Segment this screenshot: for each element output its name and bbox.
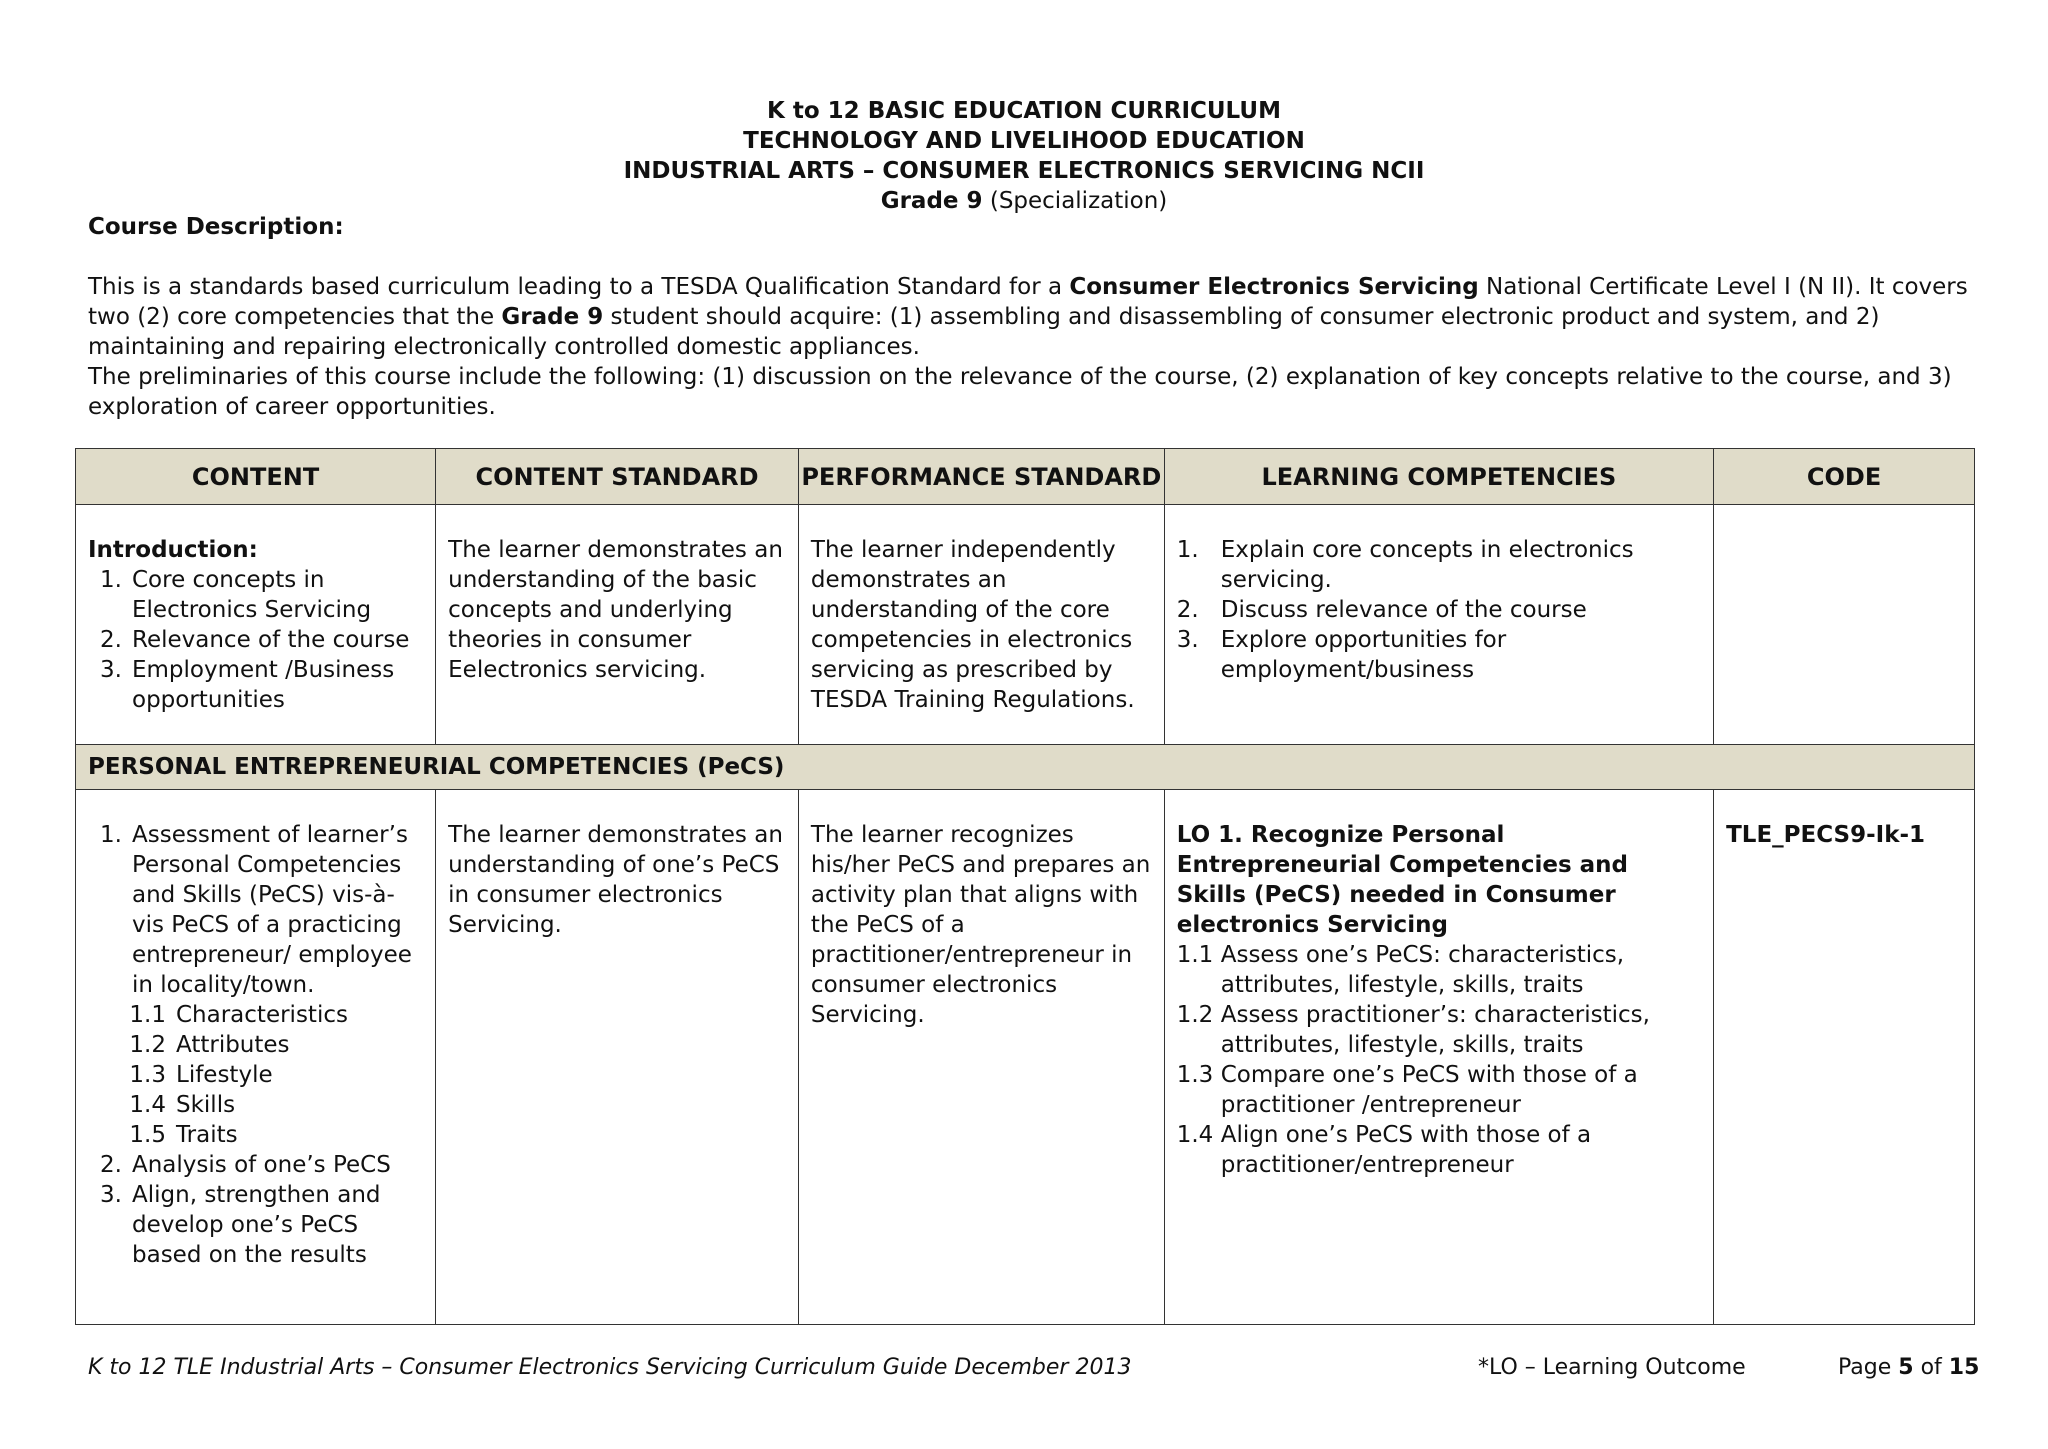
list-item: [88, 820, 423, 1000]
list-text: Explore opportunities for employment/business: [1220, 627, 1507, 683]
desc-text-c: National Certificate Level I (N II). It covers two (2) core competencies that the: [88, 274, 1968, 330]
list-item: [88, 655, 423, 715]
document-title-block: [0, 96, 2048, 216]
list-text: Characteristics: [176, 1002, 348, 1028]
page-word: Page: [1838, 1355, 1899, 1380]
content-cell: [76, 505, 436, 745]
section-label: PERSONAL ENTREPRENEURIAL COMPETENCIES (PeCS): [76, 745, 1975, 790]
list-number: 3.: [100, 1182, 122, 1208]
list-item: [1177, 595, 1701, 625]
list-number: 1.2: [129, 1032, 166, 1058]
content-cell: [76, 790, 436, 1325]
grade-label: Grade 9: [880, 188, 983, 214]
title-line-1: K to 12 BASIC EDUCATION CURRICULUM: [767, 98, 1281, 124]
performance-standard-cell: The learner recognizes his/her PeCS and prepares an activity plan that aligns with the PeCS of a practitioner/entrepreneur in consumer electronics Servicing.: [798, 790, 1164, 1325]
learning-competencies-cell: [1164, 790, 1713, 1325]
list-text: Align, strengthen and develop one’s PeCS based on the results: [132, 1182, 381, 1268]
desc-text-e: student should acquire: (1) assembling and disassembling of consumer electronic product and system, and 2) maintaining and repairing electronically controlled domestic appliances.: [88, 304, 1880, 360]
list-item: [88, 1030, 423, 1060]
list-text: Align one’s PeCS with those of a practitioner/entrepreneur: [1220, 1122, 1592, 1178]
list-number: 1.: [1176, 537, 1199, 563]
header-code: CODE: [1714, 449, 1975, 505]
header-learning-competencies: LEARNING COMPETENCIES: [1164, 449, 1713, 505]
course-description-text: [88, 272, 1968, 422]
list-text: Discuss relevance of the course: [1220, 597, 1587, 623]
list-text: Employment /Business opportunities: [132, 657, 395, 713]
list-item: [1177, 625, 1701, 685]
list-item: [88, 625, 423, 655]
list-number: 1.4: [1176, 1122, 1214, 1148]
list-text: Assessment of learner’s Personal Competencies and Skills (PeCS) vis-à-vis PeCS of a practicing entrepreneur/ employee in locality/town.: [132, 822, 412, 998]
list-number: 2.: [1176, 597, 1199, 623]
list-item: [88, 1150, 423, 1180]
list-text: Assess practitioner’s: characteristics, attributes, lifestyle, skills, traits: [1220, 1002, 1650, 1058]
list-number: 2.: [100, 1152, 122, 1178]
list-item: [1177, 940, 1701, 1000]
table-row: [76, 790, 1975, 1325]
learning-outcome-title: LO 1. Recognize Personal Entrepreneurial Competencies and Skills (PeCS) needed in Consumer electronics Servicing: [1176, 822, 1628, 938]
list-number: 2.: [100, 627, 122, 653]
title-line-2: TECHNOLOGY AND LIVELIHOOD EDUCATION: [743, 128, 1305, 154]
list-text: Lifestyle: [176, 1062, 273, 1088]
list-item: [88, 1000, 423, 1030]
list-number: 1.1: [129, 1002, 166, 1028]
list-number: 3.: [100, 657, 122, 683]
of-word: of: [1913, 1355, 1949, 1380]
list-number: 3.: [1176, 627, 1199, 653]
section-row: [76, 745, 1975, 790]
footer-document-title: K to 12 TLE Industrial Arts – Consumer Electronics Servicing Curriculum Guide December 2013: [88, 1355, 1132, 1380]
desc-text-d: Grade 9: [501, 304, 604, 330]
code-cell: TLE_PECS9-Ik-1: [1714, 790, 1975, 1325]
list-item: [88, 1120, 423, 1150]
course-description-paragraph-2: The preliminaries of this course include the following: (1) discussion on the relevance of the course, (2) explanation of key concepts relative to the course, and 3) exploration of career opportunities.: [88, 364, 1952, 420]
list-number: 1.3: [129, 1062, 166, 1088]
list-item: [1177, 1000, 1701, 1060]
introduction-title: Introduction:: [88, 537, 258, 563]
title-line-3: INDUSTRIAL ARTS – CONSUMER ELECTRONICS SERVICING NCII: [623, 158, 1425, 184]
list-item: [1177, 1120, 1701, 1180]
list-text: Explain core concepts in electronics servicing.: [1220, 537, 1634, 593]
header-performance-standard: PERFORMANCE STANDARD: [798, 449, 1164, 505]
list-number: 1.3: [1176, 1062, 1214, 1088]
course-description-heading: Course Description:: [88, 214, 344, 240]
content-standard-cell: The learner demonstrates an understanding of the basic concepts and underlying theories in consumer Eelectronics servicing.: [436, 505, 799, 745]
list-text: Relevance of the course: [132, 627, 410, 653]
learning-competencies-cell: [1164, 505, 1713, 745]
desc-text-a: This is a standards based curriculum leading to a TESDA Qualification Standard for a: [88, 274, 1070, 300]
list-item: [88, 1180, 423, 1270]
list-number: 1.5: [129, 1122, 166, 1148]
list-number: 1.2: [1176, 1002, 1214, 1028]
header-content: CONTENT: [76, 449, 436, 505]
list-text: Assess one’s PeCS: characteristics, attributes, lifestyle, skills, traits: [1220, 942, 1625, 998]
title-line-4: [0, 186, 2048, 216]
table-row: [76, 505, 1975, 745]
specialization-label: (Specialization): [982, 188, 1168, 214]
list-number: 1.: [100, 822, 122, 848]
list-item: [1177, 535, 1701, 595]
list-number: 1.4: [129, 1092, 166, 1118]
list-text: Core concepts in Electronics Servicing: [132, 567, 372, 623]
list-item: [88, 1060, 423, 1090]
page-total: 15: [1948, 1355, 1980, 1380]
header-content-standard: CONTENT STANDARD: [436, 449, 799, 505]
content-standard-cell: The learner demonstrates an understanding of one’s PeCS in consumer electronics Servicing.: [436, 790, 799, 1325]
footer-lo-note: *LO – Learning Outcome: [1478, 1355, 1746, 1380]
course-description-paragraph-1: [88, 272, 1968, 362]
list-text: Traits: [176, 1122, 238, 1148]
performance-standard-cell: The learner independently demonstrates an understanding of the core competencies in electronics servicing as prescribed by TESDA Training Regulations.: [798, 505, 1164, 745]
footer-page-number: [1838, 1355, 1979, 1380]
list-number: 1.1: [1176, 942, 1214, 968]
list-number: 1.: [100, 567, 122, 593]
list-text: Compare one’s PeCS with those of a practitioner /entrepreneur: [1220, 1062, 1638, 1118]
page-current: 5: [1898, 1355, 1914, 1380]
curriculum-table: [75, 448, 1975, 1325]
list-item: [1177, 1060, 1701, 1120]
desc-text-b: Consumer Electronics Servicing: [1069, 274, 1479, 300]
code-cell: [1714, 505, 1975, 745]
list-text: Analysis of one’s PeCS: [132, 1152, 391, 1178]
list-item: [88, 565, 423, 625]
list-text: Skills: [176, 1092, 236, 1118]
list-item: [88, 1090, 423, 1120]
list-text: Attributes: [176, 1032, 290, 1058]
table-header-row: [76, 449, 1975, 505]
